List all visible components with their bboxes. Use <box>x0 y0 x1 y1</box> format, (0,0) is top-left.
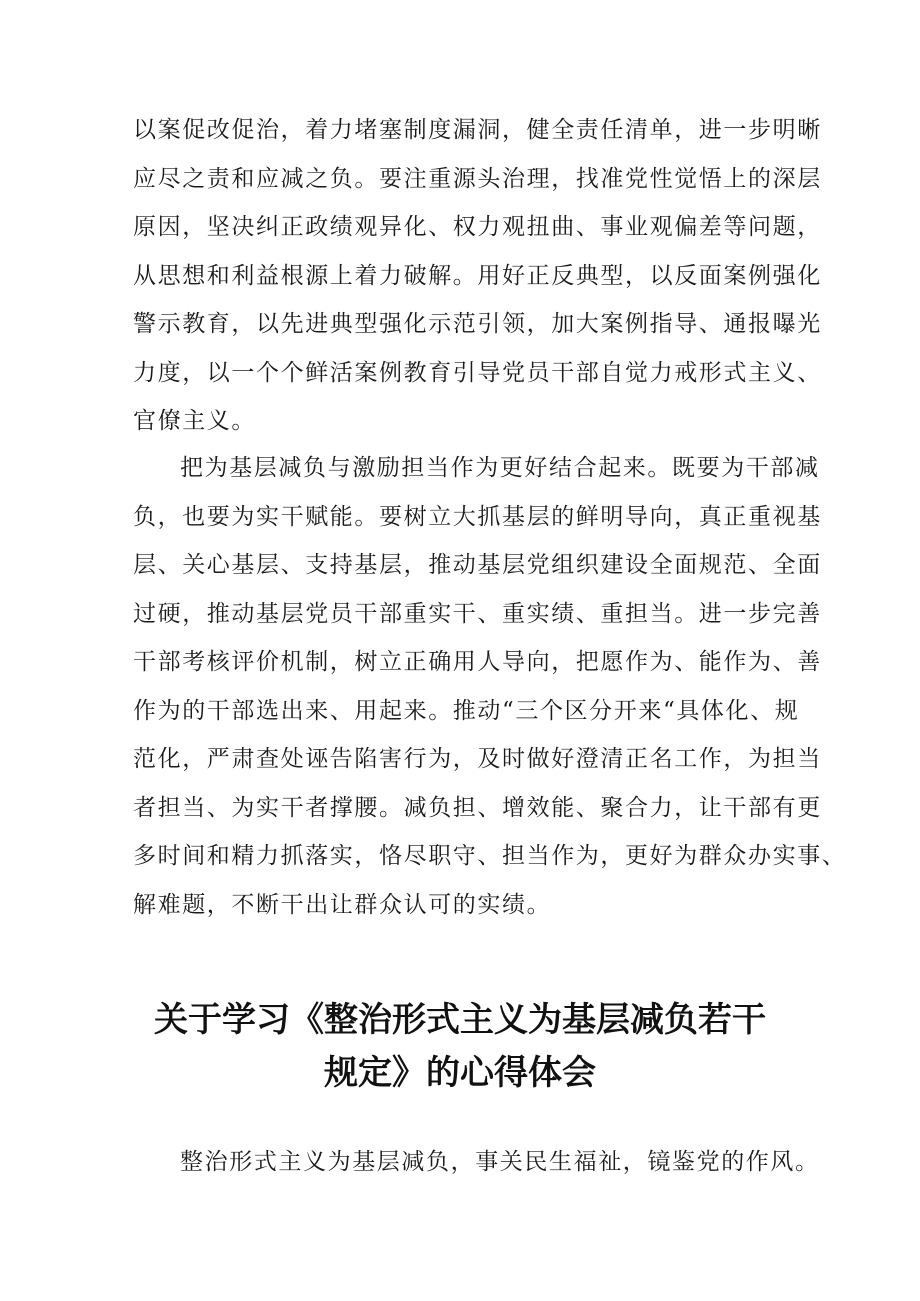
text-line: 负，也要为实干赋能。要树立大抓基层的鲜明导向，真正重视基 <box>133 503 822 530</box>
text-line: 把为基层减负与激励担当作为更好结合起来。既要为干部减 <box>180 455 820 481</box>
text-line: 层、关心基层、支持基层，推动基层党组织建设全面规范、全面 <box>133 552 822 578</box>
text-line: 者担当、为实干者撑腰。减负担、增效能、聚合力，让干部有更 <box>133 794 822 821</box>
text-line: 原因，坚决纠正政绩观异化、权力观扭曲、事业观偏差等问题， <box>133 214 822 240</box>
text-line: 应尽之责和应减之负。要注重源头治理，找准党性觉悟上的深层 <box>133 165 822 192</box>
text-line: 以案促改促治，着力堵塞制度漏洞，健全责任清单，进一步明晰 <box>133 117 822 143</box>
paragraph-burden-reduction <box>133 444 847 929</box>
text-line: 干部考核评价机制，树立正确用人导向，把愿作为、能作为、善 <box>133 649 822 675</box>
title-line-2: 规定》的心得体会 <box>324 1053 596 1093</box>
text-line: 从思想和利益根源上着力破解。用好正反典型，以反面案例强化 <box>133 262 822 289</box>
text-line: 范化，严肃查处诬告陷害行为，及时做好澄清正名工作，为担当 <box>133 746 822 772</box>
text-line: 过硬，推动基层党员干部重实干、重实绩、重担当。进一步完善 <box>133 600 822 627</box>
title-line-1: 关于学习《整治形式主义为基层减负若干 <box>154 1000 766 1040</box>
text-line: 整治形式主义为基层减负，事关民生福祉，镜鉴党的作风。 <box>180 1149 820 1175</box>
text-line: 解难题，不断干出让群众认可的实绩。 <box>133 891 552 918</box>
paragraph-intro <box>133 1138 820 1187</box>
document-title <box>0 994 920 1100</box>
paragraph-case-reform <box>133 106 822 446</box>
text-line: 力度，以一个个鲜活案例教育引导党员干部自觉力戒形式主义、 <box>133 359 822 386</box>
text-line: 警示教育，以先进典型强化示范引领，加大案例指导、通报曝光 <box>133 311 822 337</box>
text-line: 作为的干部选出来、用起来。推动“三个区分开来“具体化、规 <box>133 697 800 724</box>
text-line: 官僚主义。 <box>133 408 256 434</box>
text-line: 多时间和精力抓落实，恪尽职守、担当作为，更好为群众办实事、 <box>133 843 847 869</box>
